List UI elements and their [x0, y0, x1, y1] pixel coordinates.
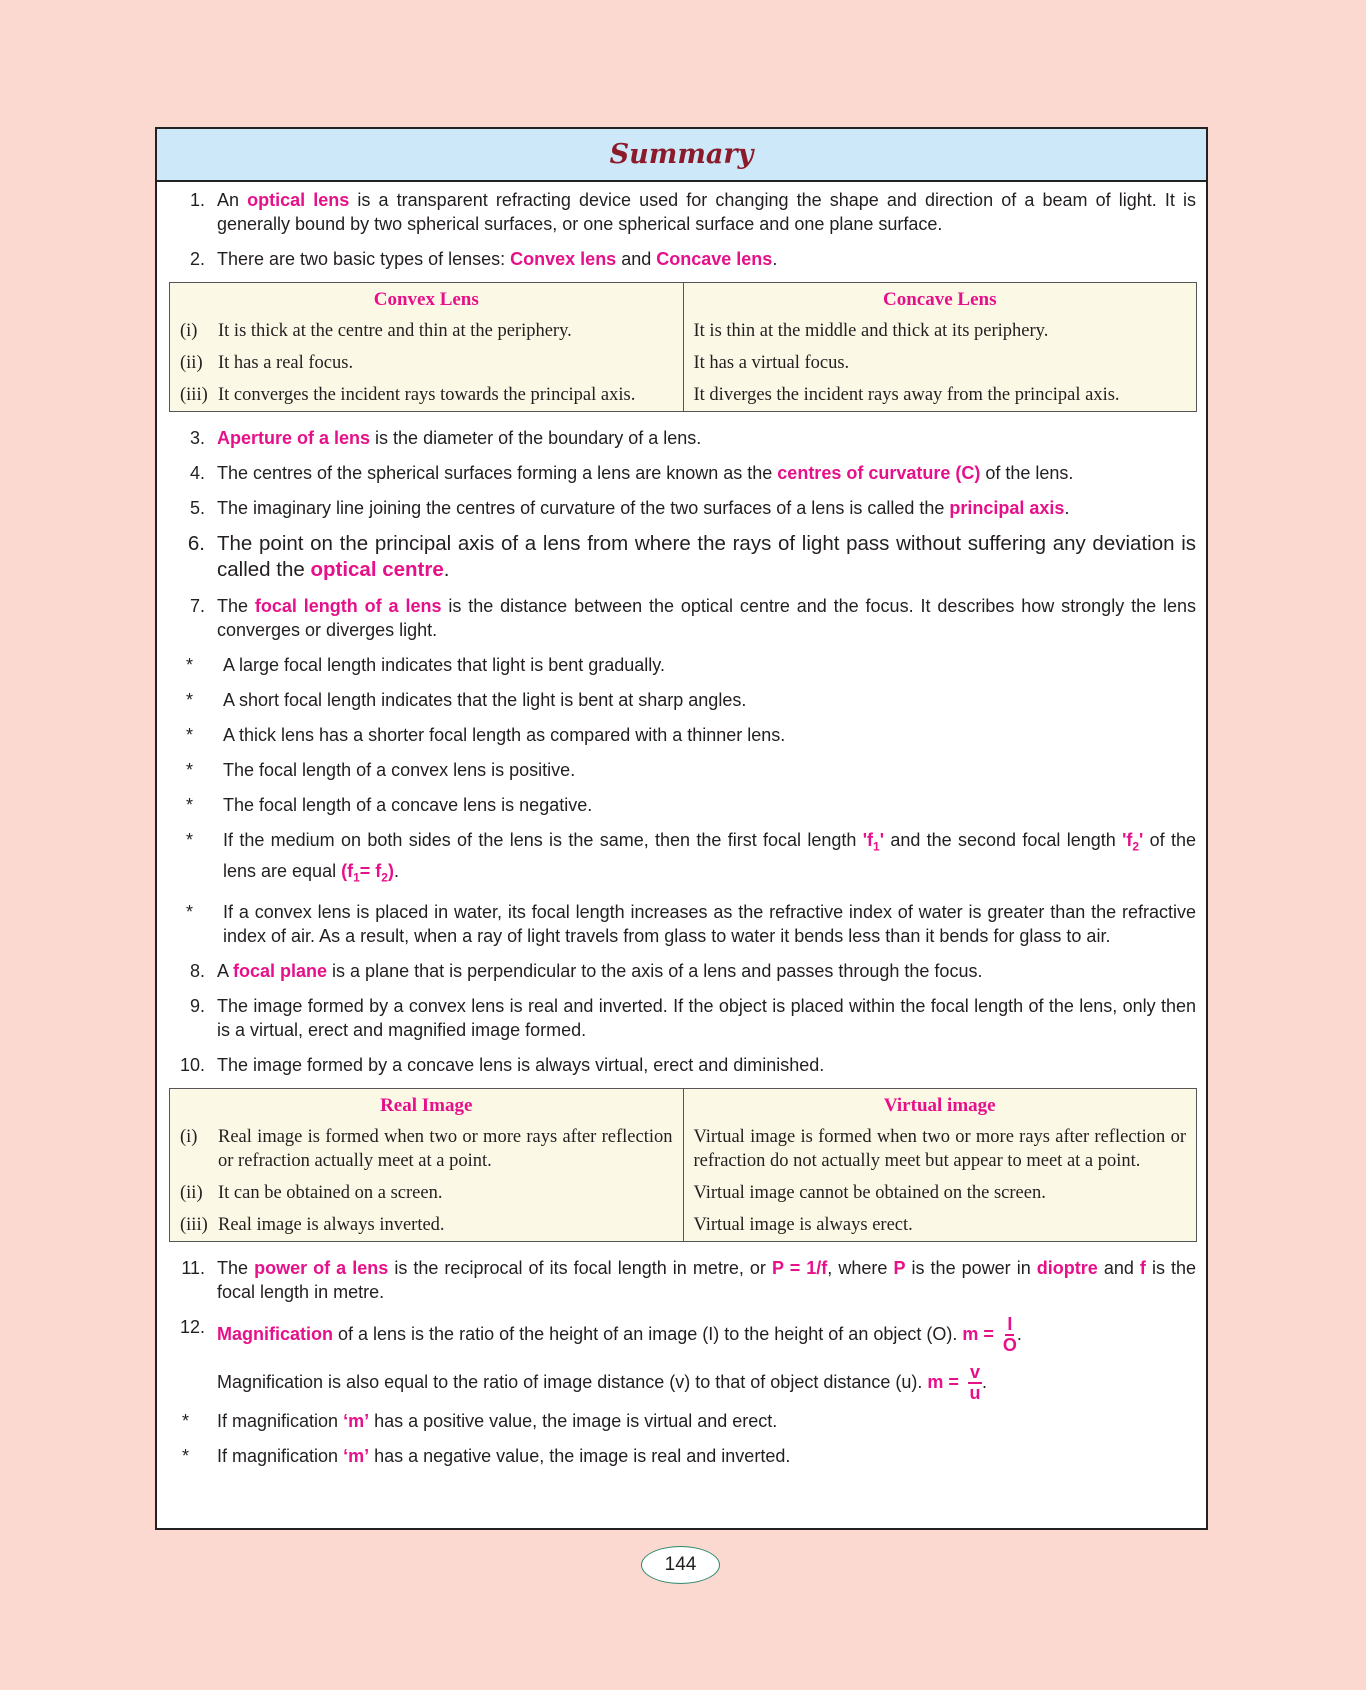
bullet-item: [167, 793, 1196, 817]
highlight-term: optical centre: [310, 558, 444, 581]
item-text: A focal plane is a plane that is perpendicular to the axis of a lens and passes through the focus.: [217, 961, 983, 982]
cell-text: Virtual image is formed when two or more rays after reflection or refraction do not actually meet but appear to meet at a point.: [693, 1127, 1186, 1172]
list-item: [167, 461, 1196, 485]
table-row: [170, 315, 1197, 347]
list-item: [167, 496, 1196, 520]
table-row: [170, 1177, 1197, 1209]
bullet-water: * If a convex lens is placed in water, its focal length increases as the refractive index of water is greater than the refractive index of air. As a result, when a ray of light travels from glass to water it bends less than it bends for glass to air.: [167, 900, 1196, 948]
item-text: There are two basic types of lenses: Convex lens and Concave lens.: [217, 249, 778, 269]
bullet-item: [167, 1409, 1196, 1433]
table-row: [170, 1121, 1197, 1177]
table-cell: [683, 1177, 1197, 1209]
cell-text: Virtual image cannot be obtained on the screen.: [693, 1183, 1046, 1204]
list-item: [167, 188, 1196, 236]
table-header: Virtual image: [883, 1095, 996, 1117]
cell-text: Real image is formed when two or more rays after reflection or refraction actually meet at a point.: [218, 1127, 673, 1172]
bullet-marker: *: [185, 690, 193, 710]
item-number: 1.: [189, 190, 205, 210]
table-header-row: [170, 1089, 1197, 1122]
item-number: 5.: [189, 498, 205, 518]
cell-text: It is thick at the centre and thin at the periphery.: [218, 321, 572, 341]
list-item: [167, 531, 1196, 583]
list-item: [167, 994, 1196, 1042]
item-number: 7.: [189, 596, 205, 616]
highlight-term: Aperture of a lens: [217, 428, 371, 448]
item-number: 2.: [189, 249, 205, 269]
bullet-item: [167, 688, 1196, 712]
item-11: [167, 1256, 1196, 1304]
bullet-item: [167, 1444, 1196, 1468]
bullet-text: The focal length of a concave lens is negative.: [223, 795, 593, 815]
table-cell: [170, 315, 684, 347]
item-number: 11.: [181, 1258, 205, 1279]
table-cell: [683, 1209, 1197, 1242]
bullet-text: A thick lens has a shorter focal length as compared with a thinner lens.: [223, 725, 786, 745]
bullet-text: The focal length of a convex lens is positive.: [223, 760, 576, 780]
table-cell: [683, 347, 1197, 379]
item-text: The power of a lens is the reciprocal of its focal length in metre, or P = 1/f, where P is the power in dioptre and f is the focal length in metre.: [217, 1258, 1197, 1303]
table-cell: [683, 379, 1197, 412]
bullet-text: If magnification ‘m’ has a positive value, the image is virtual and erect.: [217, 1411, 778, 1432]
table-cell: [170, 347, 684, 379]
bullet-marker: *: [185, 725, 193, 745]
item-text: An optical lens is a transparent refracting device used for changing the shape and direction of a beam of light. It is generally bound by two spherical surfaces, or one spherical surface and one plane surface.: [217, 190, 1196, 234]
cell-text: It has a real focus.: [218, 353, 354, 373]
row-numeral: (i): [180, 321, 198, 341]
highlight-term: power of a lens: [254, 1258, 389, 1279]
bullet-marker: *: [185, 830, 193, 850]
bullet-marker: *: [185, 795, 193, 815]
list-item: [167, 594, 1196, 642]
row-numeral: (iii): [180, 385, 208, 405]
summary-box: [155, 127, 1208, 1530]
table-cell: [683, 1121, 1197, 1177]
f2-symbol: '$f_2$': [1122, 830, 1144, 854]
cell-text: Virtual image is always erect.: [693, 1215, 913, 1236]
item-12: 12. Magnification of a lens is the ratio of the height of an image (I) to the height of an object (O). m = $\frac{I}{O}$ .: [167, 1315, 1196, 1355]
row-numeral: (i): [180, 1127, 198, 1148]
summary-content: [157, 182, 1206, 1468]
table-header: Convex Lens: [170, 283, 684, 316]
highlight-term: P = 1/f: [771, 1258, 828, 1279]
items-group-1: [167, 188, 1196, 271]
highlight-term: focal length of a lens: [254, 596, 442, 616]
fraction-i-over-o: $\frac{I}{O}$: [1002, 1314, 1017, 1356]
table-cell: [170, 1121, 684, 1177]
cell-text: It is thin at the middle and thick at its periphery.: [693, 321, 1049, 341]
bullet-focal-equal: * If the medium on both sides of the lens is the same, then the first focal length '$f_1$' and the second focal length '$f_2$' of the lens are equal $(f_1= f_2)$.: [167, 828, 1196, 889]
bullet-marker: *: [185, 760, 193, 780]
cell-text: It has a virtual focus.: [693, 353, 850, 373]
row-numeral: (ii): [180, 1183, 203, 1204]
highlight-term: Concave lens: [656, 249, 773, 269]
lens-comparison-table: [169, 282, 1197, 412]
bullet-text: If magnification ‘m’ has a negative value, the image is real and inverted.: [217, 1446, 791, 1467]
table-cell: [170, 1209, 684, 1242]
page-title: Summary: [609, 139, 754, 170]
cell-text: Real image is always inverted.: [218, 1215, 445, 1236]
cell-text: It can be obtained on a screen.: [218, 1183, 443, 1204]
bullet-marker: *: [185, 902, 193, 923]
list-item: [167, 959, 1196, 983]
image-comparison-table: [169, 1088, 1197, 1242]
list-item: [167, 1053, 1196, 1077]
focal-length-bullets: [167, 653, 1196, 948]
table-header: Concave Lens: [883, 289, 997, 310]
highlight-term: Convex lens: [510, 249, 617, 269]
list-item: [167, 426, 1196, 450]
bullet-item: [167, 653, 1196, 677]
table-row: [170, 347, 1197, 379]
highlight-term: centres of curvature (C): [777, 463, 981, 483]
page-number: 144: [641, 1546, 720, 1584]
highlight-term: principal axis: [949, 498, 1065, 518]
table-cell: [170, 1177, 684, 1209]
m-equals: m =: [962, 1323, 994, 1344]
item-text: The image formed by a convex lens is real and inverted. If the object is placed within the focal length of the lens, only then is a virtual, erect and magnified image formed.: [217, 996, 1196, 1041]
row-numeral: (iii): [180, 1215, 208, 1236]
items-group-3: [167, 959, 1196, 1077]
list-item: [167, 1256, 1196, 1304]
bullet-marker: *: [181, 1411, 189, 1432]
table-cell: [683, 315, 1197, 347]
item-number: 4.: [189, 463, 205, 483]
list-item: [167, 247, 1196, 271]
highlight-term: focal plane: [233, 961, 328, 982]
f1-symbol: '$f_1$': [862, 830, 884, 854]
magnification-term: Magnification: [217, 1323, 333, 1344]
bullet-item: [167, 758, 1196, 782]
table-header: Real Image: [170, 1089, 684, 1122]
item-text: The centres of the spherical surfaces forming a lens are known as the centres of curvature (C) of the lens.: [217, 463, 1074, 483]
magnification-bullets: [167, 1409, 1196, 1468]
bullet-text: A large focal length indicates that light is bent gradually.: [223, 655, 665, 675]
fraction-v-over-u: $\frac{v}{u}$: [969, 1362, 981, 1404]
row-numeral: (ii): [180, 353, 203, 373]
item-number: 6.: [187, 532, 205, 555]
item-number: 12.: [179, 1317, 205, 1338]
table-header-row: [170, 283, 1197, 316]
bullet-text: If the medium on both sides of the lens is the same, then the first focal length: [223, 830, 863, 850]
item-text: The image formed by a concave lens is always virtual, erect and diminished.: [217, 1055, 825, 1076]
title-bar: [157, 129, 1206, 182]
cell-text: It converges the incident rays towards the principal axis.: [218, 385, 636, 405]
item-number: 10.: [179, 1055, 205, 1076]
highlight-term: f: [1139, 1258, 1146, 1279]
item-12-line2: Magnification is also equal to the ratio of image distance (v) to that of object distance (u). m = $\frac{v}{u}$ .: [217, 1362, 987, 1404]
bullet-marker: *: [181, 1446, 189, 1467]
highlight-term: ‘m’: [343, 1411, 370, 1432]
table-cell: [170, 379, 684, 412]
bullet-marker: *: [185, 655, 193, 675]
items-group-2: [167, 426, 1196, 642]
highlight-term: P: [893, 1258, 906, 1279]
bullet-item: [167, 723, 1196, 747]
item-text: Aperture of a lens is the diameter of the boundary of a lens.: [217, 428, 702, 448]
highlight-term: optical lens: [247, 190, 350, 210]
highlight-term: ‘m’: [343, 1446, 370, 1467]
bullet-text: A short focal length indicates that the light is bent at sharp angles.: [223, 690, 747, 710]
item-number: 9.: [189, 996, 205, 1017]
item-text: The focal length of a lens is the distance between the optical centre and the focus. It describes how strongly the lens converges or diverges light.: [217, 596, 1196, 640]
item-number: 8.: [189, 961, 205, 982]
item-text: The imaginary line joining the centres of curvature of the two surfaces of a lens is called the principal axis.: [217, 498, 1070, 518]
equality-expression: $(f_1= f_2)$: [341, 860, 394, 885]
item-text: The point on the principal axis of a lens from where the rays of light pass without suffering any deviation is called the optical centre.: [217, 532, 1196, 581]
table-row: [170, 379, 1197, 412]
highlight-term: dioptre: [1036, 1258, 1098, 1279]
table-row: [170, 1209, 1197, 1242]
cell-text: It diverges the incident rays away from the principal axis.: [693, 385, 1120, 405]
item-number: 3.: [189, 428, 205, 448]
